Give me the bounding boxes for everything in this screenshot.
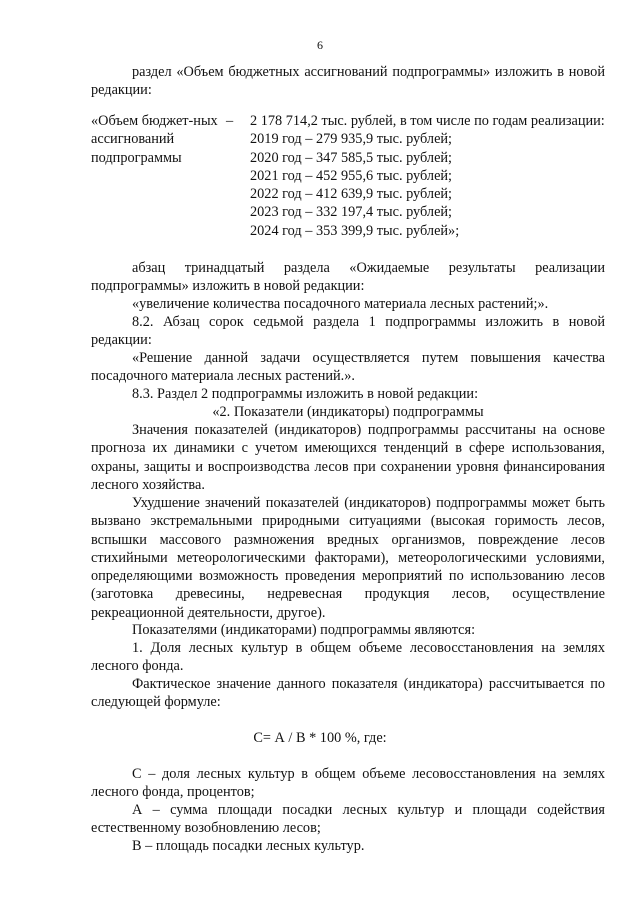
formula: С= А / В * 100 %, где: [253, 730, 387, 746]
paragraph-abzac-13: абзац тринадцатый раздела «Ожидаемые результаты реализации подпрограммы» изложить в новой редакции: [91, 260, 605, 295]
paragraph-indicators: Показателями (индикаторами) подпрограммы являются: [132, 622, 476, 638]
paragraph-quote-1: «увеличение количества посадочного материала лесных растений;». [132, 296, 549, 312]
definition-c: С – доля лесных культур в общем объеме лесовосстановления на землях лесного фонда, процентов; [91, 766, 605, 801]
paragraph-formula-intro: Фактическое значение данного показателя (индикатора) рассчитывается по следующей формуле: [91, 676, 605, 711]
paragraph-8-2: 8.2. Абзац сорок седьмой раздела 1 подпрограммы изложить в новой редакции: [91, 314, 605, 349]
page-number: 6 [317, 38, 323, 52]
budget-year-2021: 2021 год – 452 955,6 тыс. рублей; [250, 167, 453, 184]
budget-year-2024: 2024 год – 353 399,9 тыс. рублей»; [250, 222, 460, 239]
budget-year-2023: 2023 год – 332 197,4 тыс. рублей; [250, 204, 453, 221]
section-heading: «2. Показатели (индикаторы) подпрограммы [212, 404, 484, 420]
budget-year-2019: 2019 год – 279 935,9 тыс. рублей; [250, 131, 453, 148]
paragraph-8-3: 8.3. Раздел 2 подпрограммы изложить в новой редакции: [132, 386, 479, 402]
budget-year-2022: 2022 год – 412 639,9 тыс. рублей; [250, 186, 453, 203]
definition-a: А – сумма площади посадки лесных культур и площади содействия естественному возобновлению лесов; [91, 802, 605, 837]
intro-paragraph: раздел «Объем бюджетных ассигнований подпрограммы» изложить в новой редакции: [91, 64, 605, 99]
budget-dash: – [226, 113, 234, 129]
paragraph-quote-2: «Решение данной задачи осуществляется путем повышения качества посадочного материала лесных растений.». [91, 350, 605, 385]
paragraph-values: Значения показателей (индикаторов) подпрограммы рассчитаны на основе прогноза их динамики с учетом имеющихся тенденций в сфере использования, охраны, защиты и воспроизводства лесов при сохранении уровня финансирования лесного хозяйства. [91, 422, 605, 493]
budget-total: 2 178 714,2 тыс. рублей, в том числе по годам реализации: [250, 113, 605, 129]
budget-year-2020: 2020 год – 347 585,5 тыс. рублей; [250, 149, 453, 166]
paragraph-deterioration: Ухудшение значений показателей (индикаторов) подпрограммы может быть вызвано экстремальными природными ситуациями (высокая горимость лесов, вспышки массового размножения вредных организмов, повреждение лесов стихийными метеорологическими факторами), метеорологическими условиями, определяющими возможность проведения мероприятий по использованию лесов (заготовка древесины, недревесная продукция лесов, осуществление рекреационной деятельности, другое). [91, 495, 605, 621]
definition-b: В – площадь посадки лесных культур. [132, 838, 365, 854]
budget-values [250, 112, 605, 240]
budget-label: «Объем бюджет-ных ассигнований подпрограммы [91, 113, 218, 166]
paragraph-indicator-1: 1. Доля лесных культур в общем объеме лесовосстановления на землях лесного фонда. [91, 640, 605, 675]
